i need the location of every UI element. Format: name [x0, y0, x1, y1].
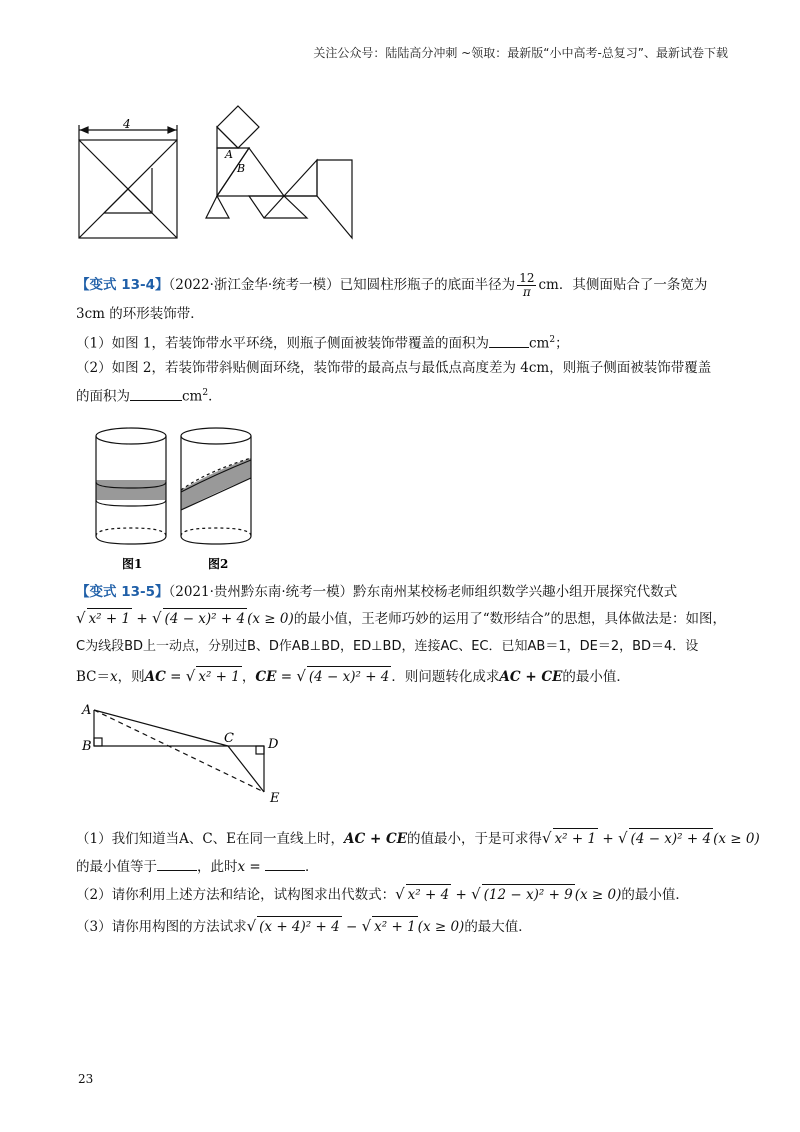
- q134-tag: 【变式 13-4】: [76, 277, 169, 293]
- tangram-figure: [74, 100, 364, 250]
- point-a-label: A: [82, 703, 92, 718]
- q134-source: （2022·浙江金华·统考一模）已知圆柱形瓶子的底面半径为: [168, 277, 516, 293]
- q135-sub2: （2）请你利用上述方法和结论，试构图求出代数式：√ x² + 4 + √ (12 − x)² + 9 (x ≥ 0)的最小值．: [76, 885, 689, 903]
- q135-sub1: （1）我们知道当A、C、E在同一直线上时，AC + CE的值最小，于是可求得√ x² + 1 + √ (4 − x)² + 4 (x ≥ 0): [76, 829, 760, 847]
- segment-ae-dashed: [94, 710, 264, 792]
- page-number: 23: [78, 1072, 94, 1086]
- q135-tag: 【变式 13-5】: [76, 584, 169, 600]
- point-d-label: D: [268, 737, 279, 752]
- segment-ac: [94, 710, 228, 746]
- q135-line2: √ x² + 1 + √ (4 − x)² + 4 (x ≥ 0)的最小值，王老师巧妙的运用了“数形结合”的思想，具体做法是：如图，: [76, 609, 727, 627]
- q134-part2: （2）如图 2，若装饰带斜贴侧面环绕，装饰带的最高点与最低点高度差为 4cm，则瓶子侧面被装饰带覆盖: [76, 360, 712, 376]
- q135-line3: C为线段BD上一动点，分别过B、D作AB⊥BD，ED⊥BD，连接AC、EC．已知AB＝1，DE＝2，BD＝4．设: [76, 639, 699, 654]
- q134-part1: （1）如图 1，若装饰带水平环绕，则瓶子侧面被装饰带覆盖的面积为 $cm^2$；: [76, 330, 736, 354]
- q135-sub3: （3）请你用构图的方法试求√ (x + 4)² + 4 − √ x² + 1 (x ≥ 0)的最大值．: [76, 917, 532, 935]
- point-b-label: B: [82, 739, 92, 754]
- q134-answer-blank-1[interactable]: [489, 333, 529, 348]
- q134-fraction: $\frac{12}{\pi}$: [519, 271, 535, 299]
- segment-ce: [228, 746, 264, 792]
- point-e-label: E: [270, 791, 280, 806]
- q135-line1: 【变式 13-5】（2021·贵州黔东南·统考一模）黔东南州某校杨老师组织数学兴趣小组开展探究代数式: [76, 584, 678, 600]
- tangram-label-b: B: [237, 162, 246, 175]
- fig1-label: 图1: [122, 557, 143, 571]
- fig2-label: 图2: [208, 557, 229, 571]
- cylinder-figures: [86, 420, 276, 580]
- q134-answer-blank-2[interactable]: [130, 386, 182, 401]
- q135-answer-blank-min[interactable]: [157, 856, 197, 871]
- q134-line1: 【变式 13-4】（2022·浙江金华·统考一模）已知圆柱形瓶子的底面半径为 $\frac{12}{\pi}$ cm．其侧面贴合了一条宽为: [76, 271, 708, 299]
- page-header: 关注公众号：陆陆高分冲刺 ~领取：最新版“小中高考-总复习”、最新试卷下载: [313, 46, 728, 60]
- q135-answer-blank-x[interactable]: [265, 856, 305, 871]
- tangram-dim-label: 4: [123, 117, 131, 131]
- q135-line4: BC＝x，则AC = √ x² + 1 ，CE = √ (4 − x)² + 4 ．则问题转化成求AC + CE的最小值．: [76, 667, 630, 685]
- geometry-figure: [78, 698, 298, 810]
- point-c-label: C: [224, 731, 234, 746]
- tangram-label-a: A: [225, 148, 233, 161]
- q134-line2: 3cm 的环形装饰带．: [76, 306, 204, 322]
- q135-sub1-line2: 的最小值等于 ，此时x = ．: [76, 856, 736, 877]
- q134-part2-line2: 的面积为 $cm^2$．: [76, 383, 736, 407]
